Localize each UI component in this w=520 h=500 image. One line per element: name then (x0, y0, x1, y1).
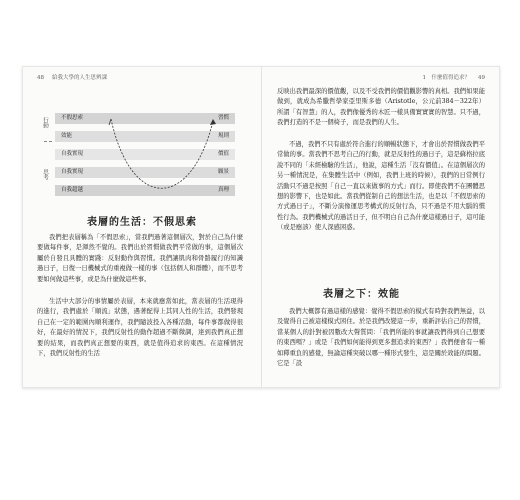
levels-diagram (41, 111, 239, 203)
axis-label-top: 行動 (42, 117, 48, 128)
band-right-label: 規則 (217, 133, 229, 139)
band-left-label: 效能 (61, 133, 73, 139)
book-spread (22, 66, 500, 388)
band-right-label: 價值 (217, 151, 229, 157)
right-running-header (419, 73, 490, 81)
band-right-label: 習慣 (217, 115, 229, 121)
right-paragraph: 我們大概都有過這樣的感覺：覺得不假思索的模式有時對我們無益，以及覺得自己被這樣模式困住。於是我們改變這一步，重新評估自己的習慣，當某個人的針對被因數改大聲質問：「我們所能的事就讓我們得到自己想要的東西嗎？」或是「我們如何能得到更多想追求的東西？」我們便會有一種如釋重負的感覺，無論這種突破以哪一種形式發生，這是關於效能的問題。它是「設 (277, 308, 485, 368)
right-running-title: 1 什麼值得追求？ (422, 75, 470, 81)
right-paragraph: 反映出我們最深的價值觀，以及不受我們的價值觀影響的真相。我們如果能做到，就成為希臘哲學家亞里斯多德（Aristotle，公元前384－322年）所謂「有智慧」的人，我們像優秀的木匠一樣具備實實實的智慧。只不過，我們打造的不是一個椅子，而是我們的人生。 (277, 88, 485, 127)
left-paragraph: 我們把表層稱為「不假思索」，當我們過著這個層次，對於自己為什麼要做每件事，是渾然不覺的。我們出於習慣做我們平常做的事，這個層次屬於自發且具體的實踐：反射動作與習慣。我們讓肌肉和骨骼履行的知識過日子，日復一日機械式的重複做一樣的事（包括個人和群體），而不思考要如何做這些事，或是為什麼做這些事。 (37, 234, 243, 283)
left-page-number: 48 (37, 75, 44, 81)
right-section-title: 表層之下：效能 (323, 289, 400, 300)
band-left-label: 不假思索 (61, 115, 84, 121)
descent-curve (41, 111, 239, 203)
band-left-label: 自我實現 (61, 151, 84, 157)
left-section-title: 表層的生活：不假思索 (87, 217, 197, 228)
right-paragraph: 不過，我們不只有處於符合進行的順暢狀態下，才會出於習慣做我們平常做的事。當我們不思考自己的行動，就是反射性的過日子，這是蘇格拉底說不同的「未經檢驗的生活」，他說，這種生活「沒有價值」。在這個層次的另一種情況是，在集體生活中（例如，我們上班的時候），我們的日常例行活動只不過是按照「自己一直以來做事的方式」而行。即使我們不在團體思想的影響下，也是如此。當我們從制自己的想法生活，也是以「不假思索的方式過日子」，不斷分演像運思考構式的反射行為，只不過是不用大腦的慣性行為。我們機械式的過活日子，但不明白自己為什麼這樣過日子，這可能（或是應該）使人深感困惑。 (277, 141, 485, 232)
axis-label-bottom: 思考 (42, 169, 48, 180)
band-left-label: 自我超越 (61, 187, 84, 193)
left-paragraph: 生活中大部分的事情屬於表層，本來就應當如此，當表層的生活現得的進行，我們處於「順流」狀態，遇著配得上其同人性的生活，我們發現自己在一定的範圍內順利運作，我們隨波投入各種活動，每件事都做得很好，在最好的情況下，我們反射性的動作超過不斷微調，達到我們真正想要的結果，而我們真正想要的東西，就是值得追求的東西。在這種情況下，我們反射性的生活 (37, 298, 243, 358)
left-running-header (33, 73, 111, 81)
right-page-number: 49 (478, 75, 485, 81)
band-left-label: 自我實現 (61, 169, 84, 175)
left-running-title: 給我大學的人生思辨課 (52, 75, 108, 81)
band-right-label: 真理 (217, 187, 229, 193)
gutter (261, 67, 262, 387)
band-right-label: 願景 (217, 169, 229, 175)
